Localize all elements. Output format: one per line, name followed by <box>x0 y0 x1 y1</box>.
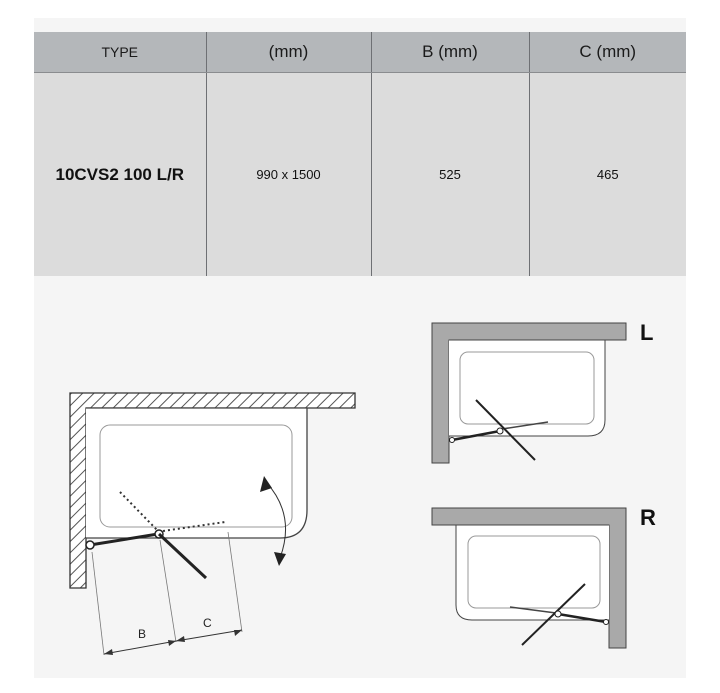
hinge-left <box>86 541 94 549</box>
dimension-label-c: C <box>203 616 212 630</box>
left-variant-view <box>432 323 626 463</box>
variant-label-left: L <box>640 320 654 345</box>
dim-arrow-icon <box>104 649 113 655</box>
dim-arrow-icon <box>176 636 185 642</box>
right-variant-view <box>432 508 626 648</box>
cell-c: 465 <box>529 73 686 277</box>
cell-size: 990 x 1500 <box>206 73 371 277</box>
variant-label-right: R <box>640 505 656 530</box>
main-plan-view <box>70 393 355 655</box>
hinge-left <box>450 438 455 443</box>
header-c: C (mm) <box>529 32 686 73</box>
hinge-pivot <box>497 428 503 434</box>
dimension-label-b: B <box>138 627 147 641</box>
bathtub-outline <box>456 525 609 620</box>
bathtub-outline <box>449 340 605 436</box>
bathtub-outline <box>86 408 307 538</box>
cell-b: 525 <box>371 73 529 277</box>
dim-ext-3 <box>228 532 242 632</box>
header-type: TYPE <box>34 32 206 73</box>
arrow-down-icon <box>274 552 286 566</box>
hinge-right <box>604 620 609 625</box>
dim-ext-1 <box>92 552 104 655</box>
cell-type: 10CVS2 100 L/R <box>34 73 206 277</box>
dim-line-c <box>176 630 242 641</box>
swing-door-panel <box>159 534 206 578</box>
dim-arrow-icon <box>168 640 176 646</box>
header-size: (mm) <box>206 32 371 73</box>
header-b: B (mm) <box>371 32 529 73</box>
dim-ext-2 <box>160 540 176 642</box>
hinge-pivot <box>555 611 561 617</box>
dim-arrow-icon <box>234 630 242 636</box>
dim-line-b <box>104 641 176 654</box>
